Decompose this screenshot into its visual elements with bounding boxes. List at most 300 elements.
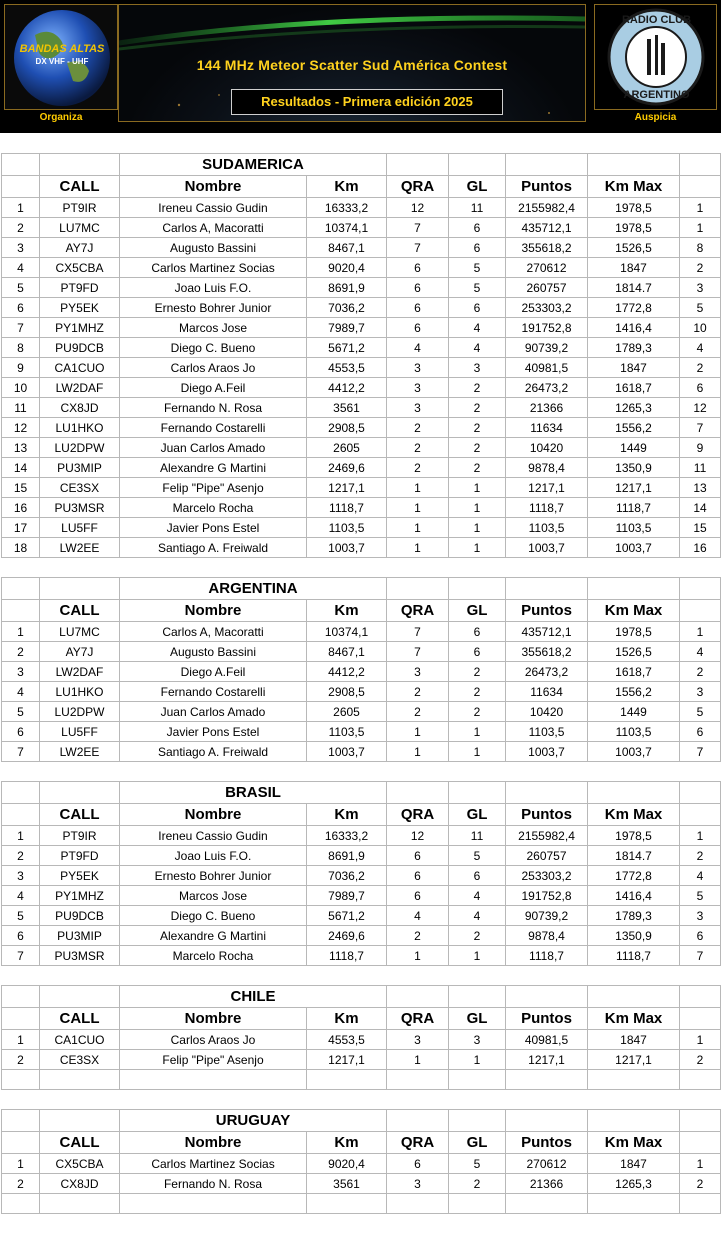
gl-cell: 1 [449,478,506,498]
call-cell: PT9IR [40,198,120,218]
nombre-cell: Marcos Jose [120,886,307,906]
puntos-cell: 40981,5 [506,358,588,378]
gl-cell: 1 [449,1050,506,1070]
table-row [2,358,721,378]
table-row [2,458,721,478]
puntos-cell: 355618,2 [506,642,588,662]
nombre-cell: Fernando N. Rosa [120,398,307,418]
pos-cell: 4 [2,682,40,702]
blank-cell [40,1090,120,1110]
km-cell: 2605 [307,438,387,458]
qra-cell: 6 [387,1154,449,1174]
km-cell: 4412,2 [307,378,387,398]
blank-cell [387,154,449,176]
qra-cell: 3 [387,358,449,378]
kmmax-cell: 1265,3 [588,398,680,418]
gl-cell: 2 [449,378,506,398]
table-row [2,886,721,906]
call-cell: LU7MC [40,622,120,642]
column-header-nombre: Nombre [120,600,307,622]
gl-cell: 5 [449,258,506,278]
puntos-cell: 90739,2 [506,338,588,358]
rank-cell: 2 [680,1050,721,1070]
gl-cell: 1 [449,498,506,518]
kmmax-cell: 1978,5 [588,622,680,642]
pos-cell: 2 [2,846,40,866]
column-header-puntos: Puntos [506,1008,588,1030]
blank-cell [2,578,40,600]
column-header-nombre: Nombre [120,1132,307,1154]
gl-cell: 1 [449,538,506,558]
table-row [2,662,721,682]
qra-cell: 6 [387,298,449,318]
kmmax-cell: 1118,7 [588,498,680,518]
pos-cell: 4 [2,886,40,906]
section-header-row [2,154,721,176]
column-header-km: Km [307,804,387,826]
pos-cell: 3 [2,866,40,886]
puntos-cell: 10420 [506,702,588,722]
rank-cell: 2 [680,1174,721,1194]
call-cell: PY5EK [40,866,120,886]
nombre-cell: Javier Pons Estel [120,722,307,742]
table-row [2,642,721,662]
puntos-cell: 1003,7 [506,538,588,558]
bandas-altas-wordmark: BANDAS ALTAS [19,43,105,55]
kmmax-cell: 1847 [588,1030,680,1050]
nombre-cell: Ireneu Cassio Gudin [120,826,307,846]
kmmax-cell: 1847 [588,258,680,278]
pos-cell: 3 [2,238,40,258]
column-header-call: CALL [40,176,120,198]
qra-cell: 6 [387,866,449,886]
blank-cell [588,578,680,600]
puntos-cell: 191752,8 [506,318,588,338]
km-cell: 7989,7 [307,886,387,906]
table-row [2,926,721,946]
blank-cell [506,578,588,600]
blank-cell [588,966,680,986]
puntos-cell: 435712,1 [506,218,588,238]
qra-cell: 1 [387,518,449,538]
results-table [1,153,721,1214]
pos-cell: 4 [2,258,40,278]
column-header-call: CALL [40,600,120,622]
puntos-cell: 2155982,4 [506,826,588,846]
gl-cell: 6 [449,866,506,886]
call-cell: LU2DPW [40,438,120,458]
km-cell: 7989,7 [307,318,387,338]
table-row [2,826,721,846]
call-cell: LU1HKO [40,682,120,702]
rank-cell: 3 [680,278,721,298]
pos-cell: 12 [2,418,40,438]
pos-cell: 1 [2,1154,40,1174]
gl-cell: 3 [449,358,506,378]
pos-cell: 7 [2,742,40,762]
km-cell: 9020,4 [307,1154,387,1174]
call-cell: PU3MIP [40,458,120,478]
km-cell: 1217,1 [307,478,387,498]
puntos-cell: 270612 [506,1154,588,1174]
blank-cell [40,154,120,176]
blank-cell [680,600,721,622]
kmmax-cell: 1350,9 [588,458,680,478]
table-row [2,702,721,722]
blank-cell [120,762,307,782]
pos-cell: 1 [2,826,40,846]
blank-cell [680,1132,721,1154]
table-row [2,498,721,518]
blank-cell [387,762,449,782]
km-cell: 3561 [307,1174,387,1194]
km-cell: 1103,5 [307,518,387,538]
table-row [2,398,721,418]
bandas-altas-logo [4,4,118,110]
puntos-cell: 1217,1 [506,478,588,498]
qra-cell: 6 [387,886,449,906]
pos-cell: 10 [2,378,40,398]
column-header-kmmax: Km Max [588,1008,680,1030]
section-spacer [2,558,721,578]
blank-cell [680,1070,721,1090]
rank-cell: 12 [680,398,721,418]
rank-cell: 6 [680,722,721,742]
column-header-gl: GL [449,1132,506,1154]
blank-cell [506,1090,588,1110]
blank-cell [387,578,449,600]
blank-cell [40,762,120,782]
kmmax-cell: 1789,3 [588,338,680,358]
column-header-gl: GL [449,804,506,826]
blank-cell [40,986,120,1008]
contest-banner [0,0,721,133]
blank-cell [449,1110,506,1132]
column-header-qra: QRA [387,1132,449,1154]
nombre-cell: Carlos Martinez Socias [120,258,307,278]
rank-cell: 1 [680,1154,721,1174]
table-row [2,278,721,298]
blank-cell [588,986,680,1008]
qra-cell: 4 [387,906,449,926]
km-cell: 7036,2 [307,298,387,318]
qra-cell: 1 [387,722,449,742]
qra-cell: 3 [387,1030,449,1050]
gl-cell: 1 [449,722,506,742]
radio-club-seal-bottom-text: ARGENTINO [623,89,690,101]
puntos-cell: 260757 [506,846,588,866]
km-cell: 5671,2 [307,906,387,926]
km-cell: 4412,2 [307,662,387,682]
blank-cell [40,966,120,986]
call-cell: LU7MC [40,218,120,238]
call-cell: CX8JD [40,1174,120,1194]
blank-cell [449,986,506,1008]
blank-cell [588,1194,680,1214]
nombre-cell: Santiago A. Freiwald [120,538,307,558]
call-cell: PT9FD [40,846,120,866]
puntos-cell: 2155982,4 [506,198,588,218]
rank-cell: 1 [680,1030,721,1050]
blank-cell [40,1110,120,1132]
column-header-gl: GL [449,1008,506,1030]
call-cell: CX8JD [40,398,120,418]
pos-cell: 1 [2,1030,40,1050]
kmmax-cell: 1618,7 [588,662,680,682]
kmmax-cell: 1526,5 [588,642,680,662]
rank-cell: 2 [680,662,721,682]
pos-cell: 7 [2,946,40,966]
blank-cell [680,558,721,578]
puntos-cell: 1217,1 [506,1050,588,1070]
section-header-row [2,986,721,1008]
nombre-cell: Diego C. Bueno [120,906,307,926]
gl-cell: 2 [449,398,506,418]
rank-cell: 5 [680,702,721,722]
rank-cell: 2 [680,846,721,866]
gl-cell: 2 [449,926,506,946]
column-header-km: Km [307,176,387,198]
table-row [2,518,721,538]
column-header-qra: QRA [387,600,449,622]
rank-cell: 7 [680,742,721,762]
pos-cell: 1 [2,622,40,642]
qra-cell: 6 [387,278,449,298]
call-cell: CE3SX [40,1050,120,1070]
kmmax-cell: 1556,2 [588,418,680,438]
pos-cell: 3 [2,662,40,682]
nombre-cell: Juan Carlos Amado [120,438,307,458]
blank-cell [449,1070,506,1090]
qra-cell: 7 [387,218,449,238]
blank-cell [680,1110,721,1132]
qra-cell: 7 [387,238,449,258]
kmmax-cell: 1978,5 [588,826,680,846]
table-row [2,1174,721,1194]
qra-cell: 6 [387,318,449,338]
blank-cell [2,1008,40,1030]
table-row [2,906,721,926]
blank-cell [307,1194,387,1214]
table-row [2,258,721,278]
column-header-nombre: Nombre [120,804,307,826]
gl-cell: 2 [449,702,506,722]
gl-cell: 3 [449,1030,506,1050]
nombre-cell: Marcos Jose [120,318,307,338]
column-header-row [2,804,721,826]
rank-cell: 9 [680,438,721,458]
puntos-cell: 90739,2 [506,906,588,926]
table-row [2,298,721,318]
puntos-cell: 21366 [506,398,588,418]
kmmax-cell: 1814.7 [588,846,680,866]
table-row [2,682,721,702]
call-cell: CA1CUO [40,358,120,378]
gl-cell: 1 [449,518,506,538]
blank-cell [506,154,588,176]
blank-cell [680,782,721,804]
rank-cell: 8 [680,238,721,258]
nombre-cell: Fernando N. Rosa [120,1174,307,1194]
section-header-row [2,578,721,600]
table-row [2,238,721,258]
kmmax-cell: 1416,4 [588,886,680,906]
blank-cell [680,966,721,986]
rank-cell: 7 [680,418,721,438]
blank-cell [387,1090,449,1110]
blank-cell [387,1194,449,1214]
blank-cell [2,558,40,578]
blank-cell [120,1070,307,1090]
call-cell: LU5FF [40,722,120,742]
gl-cell: 1 [449,742,506,762]
rank-cell: 15 [680,518,721,538]
puntos-cell: 253303,2 [506,298,588,318]
rank-cell: 1 [680,198,721,218]
kmmax-cell: 1217,1 [588,1050,680,1070]
gl-cell: 2 [449,458,506,478]
kmmax-cell: 1772,8 [588,866,680,886]
nombre-cell: Carlos Araos Jo [120,1030,307,1050]
puntos-cell: 10420 [506,438,588,458]
table-row [2,742,721,762]
call-cell: AY7J [40,238,120,258]
rank-cell: 1 [680,218,721,238]
blank-cell [40,578,120,600]
nombre-cell: Fernando Costarelli [120,418,307,438]
km-cell: 8691,9 [307,278,387,298]
blank-cell [387,1110,449,1132]
kmmax-cell: 1003,7 [588,538,680,558]
auspicia-label: Auspicia [634,112,677,123]
gl-cell: 6 [449,642,506,662]
pos-cell: 6 [2,722,40,742]
km-cell: 1003,7 [307,742,387,762]
blank-cell [387,966,449,986]
kmmax-cell: 1789,3 [588,906,680,926]
nombre-cell: Joao Luis F.O. [120,846,307,866]
column-header-kmmax: Km Max [588,600,680,622]
blank-cell [588,1110,680,1132]
blank-cell [588,762,680,782]
column-header-puntos: Puntos [506,600,588,622]
table-row [2,198,721,218]
blank-cell [680,1194,721,1214]
blank-cell [387,1070,449,1090]
puntos-cell: 1118,7 [506,946,588,966]
rank-cell: 14 [680,498,721,518]
blank-cell [120,966,307,986]
km-cell: 2469,6 [307,926,387,946]
pos-cell: 11 [2,398,40,418]
call-cell: PU3MSR [40,498,120,518]
blank-cell [387,558,449,578]
nombre-cell: Marcelo Rocha [120,498,307,518]
results-subtitle: Resultados - Primera edición 2025 [231,89,503,115]
puntos-cell: 1103,5 [506,518,588,538]
call-cell: PT9IR [40,826,120,846]
blank-cell [506,558,588,578]
gl-cell: 11 [449,198,506,218]
qra-cell: 1 [387,478,449,498]
blank-cell [120,558,307,578]
call-cell: PU3MSR [40,946,120,966]
pos-cell: 5 [2,906,40,926]
nombre-cell: Juan Carlos Amado [120,702,307,722]
qra-cell: 2 [387,702,449,722]
nombre-cell: Alexandre G Martini [120,458,307,478]
kmmax-cell: 1265,3 [588,1174,680,1194]
gl-cell: 6 [449,298,506,318]
nombre-cell: Felip "Pipe" Asenjo [120,1050,307,1070]
gl-cell: 4 [449,906,506,926]
nombre-cell: Marcelo Rocha [120,946,307,966]
km-cell: 1118,7 [307,498,387,518]
pos-cell: 1 [2,198,40,218]
rank-cell: 11 [680,458,721,478]
kmmax-cell: 1416,4 [588,318,680,338]
organiza-label: Organiza [39,112,83,123]
rank-cell: 4 [680,866,721,886]
km-cell: 2469,6 [307,458,387,478]
call-cell: PU9DCB [40,906,120,926]
kmmax-cell: 1847 [588,1154,680,1174]
puntos-cell: 260757 [506,278,588,298]
blank-cell [506,986,588,1008]
column-header-gl: GL [449,176,506,198]
qra-cell: 2 [387,926,449,946]
blank-cell [40,558,120,578]
pos-cell: 7 [2,318,40,338]
qra-cell: 7 [387,642,449,662]
rank-cell: 5 [680,886,721,906]
kmmax-cell: 1847 [588,358,680,378]
rank-cell: 2 [680,358,721,378]
nombre-cell: Joao Luis F.O. [120,278,307,298]
pos-cell: 18 [2,538,40,558]
blank-cell [506,762,588,782]
pos-cell: 16 [2,498,40,518]
column-header-puntos: Puntos [506,804,588,826]
nombre-cell: Augusto Bassini [120,642,307,662]
pos-cell: 6 [2,298,40,318]
column-header-row [2,176,721,198]
rank-cell: 2 [680,258,721,278]
column-header-qra: QRA [387,1008,449,1030]
blank-cell [120,1090,307,1110]
column-header-km: Km [307,1132,387,1154]
kmmax-cell: 1772,8 [588,298,680,318]
qra-cell: 6 [387,258,449,278]
puntos-cell: 9878,4 [506,458,588,478]
km-cell: 7036,2 [307,866,387,886]
blank-cell [307,1090,387,1110]
km-cell: 4553,5 [307,1030,387,1050]
gl-cell: 5 [449,1154,506,1174]
nombre-cell: Augusto Bassini [120,238,307,258]
bandas-altas-subtext: DX VHF - UHF [35,57,89,66]
blank-cell [588,782,680,804]
rank-cell: 6 [680,378,721,398]
nombre-cell: Diego A.Feil [120,378,307,398]
blank-cell [2,600,40,622]
qra-cell: 1 [387,498,449,518]
puntos-cell: 21366 [506,1174,588,1194]
qra-cell: 12 [387,198,449,218]
blank-cell [2,1132,40,1154]
rank-cell: 13 [680,478,721,498]
puntos-cell: 355618,2 [506,238,588,258]
